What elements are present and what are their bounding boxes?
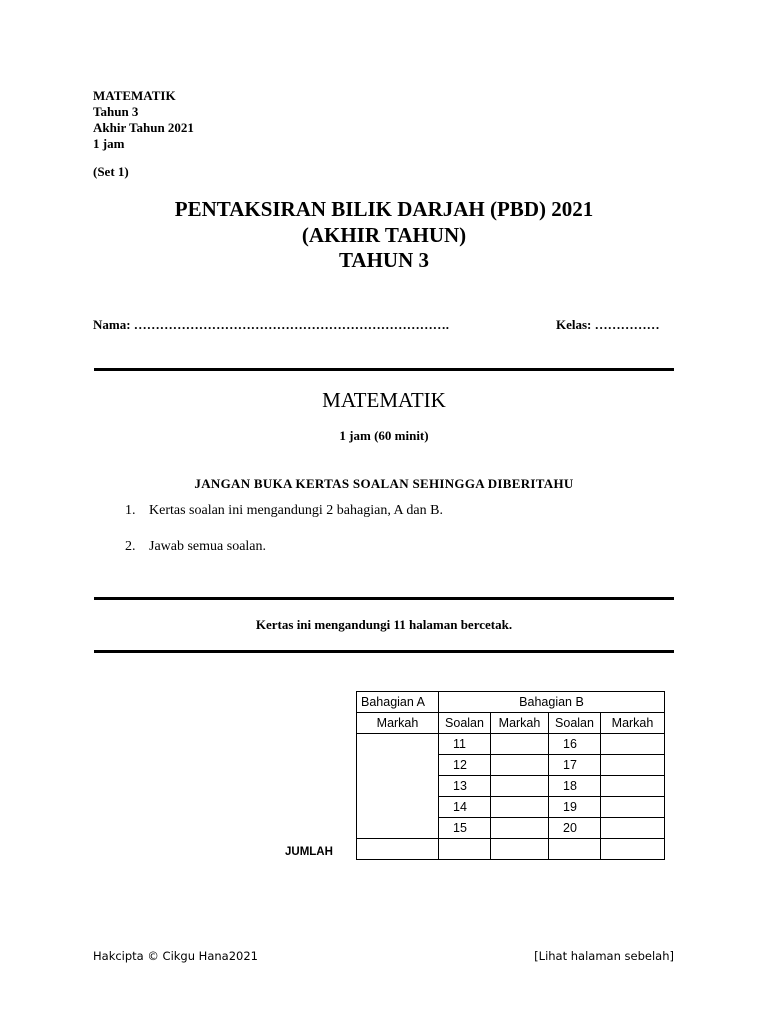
total-cell <box>491 839 549 860</box>
header-set: (Set 1) <box>93 164 129 179</box>
marks-cell <box>491 734 549 755</box>
marks-cell <box>491 818 549 839</box>
title-line-1: PENTAKSIRAN BILIK DARJAH (PBD) 2021 <box>174 197 594 221</box>
divider-bottom <box>94 650 674 653</box>
marks-cell <box>491 776 549 797</box>
pages-note: Kertas ini mengandungi 11 halaman bercetak. <box>255 617 513 632</box>
total-cell <box>439 839 491 860</box>
divider-top <box>94 368 674 371</box>
divider-middle <box>94 597 674 600</box>
question-number: 13 <box>439 776 491 797</box>
instruction-1 <box>125 503 443 519</box>
marks-cell <box>601 734 665 755</box>
marks-cell <box>491 797 549 818</box>
question-number: 15 <box>439 818 491 839</box>
col-header-markah-1: Markah <box>491 713 549 734</box>
instruction-number: 2. <box>125 539 136 554</box>
question-number: 20 <box>549 818 601 839</box>
header-year: Tahun 3 <box>93 104 139 119</box>
instruction-2 <box>125 539 266 555</box>
header-term: Akhir Tahun 2021 <box>93 120 194 135</box>
col-header-soalan-2: Soalan <box>549 713 601 734</box>
main-duration: 1 jam (60 minit) <box>339 428 429 443</box>
col-header-soalan-1: Soalan <box>439 713 491 734</box>
question-number: 12 <box>439 755 491 776</box>
instruction-number: 1. <box>125 503 136 518</box>
instruction-text: Kertas soalan ini mengandungi 2 bahagian, A dan B. <box>149 503 443 518</box>
marks-cell <box>601 776 665 797</box>
footer-next-page: [Lihat halaman sebelah] <box>534 949 674 963</box>
question-number: 18 <box>549 776 601 797</box>
name-field: Nama: ………………………………………………………………. <box>93 317 450 332</box>
col-header-markah-2: Markah <box>601 713 665 734</box>
main-subject: MATEMATIK <box>322 388 446 412</box>
marks-cell <box>601 755 665 776</box>
question-number: 17 <box>549 755 601 776</box>
section-a-marks-cell <box>357 734 439 839</box>
instruction-text: Jawab semua soalan. <box>149 539 267 554</box>
col-header-markah-a: Markah <box>357 713 439 734</box>
class-field: Kelas: …………… <box>556 317 660 332</box>
table-row <box>357 734 665 755</box>
total-cell <box>549 839 601 860</box>
title-line-3: TAHUN 3 <box>338 248 430 272</box>
footer-copyright: Hakcipta © Cikgu Hana2021 <box>93 949 258 963</box>
marks-cell <box>491 755 549 776</box>
marks-cell <box>601 818 665 839</box>
header-duration: 1 jam <box>93 136 125 151</box>
section-b-header: Bahagian B <box>439 692 665 713</box>
question-number: 11 <box>439 734 491 755</box>
total-cell <box>601 839 665 860</box>
question-number: 14 <box>439 797 491 818</box>
marks-cell <box>601 797 665 818</box>
total-label: JUMLAH <box>285 846 333 858</box>
total-row <box>357 839 665 860</box>
question-number: 19 <box>549 797 601 818</box>
title-line-2: (AKHIR TAHUN) <box>301 223 467 247</box>
section-a-header: Bahagian A <box>357 692 439 713</box>
marks-table <box>356 691 665 860</box>
warning-text: JANGAN BUKA KERTAS SOALAN SEHINGGA DIBERITAHU <box>194 476 574 491</box>
header-subject: MATEMATIK <box>93 88 176 103</box>
question-number: 16 <box>549 734 601 755</box>
total-cell <box>357 839 439 860</box>
header-info <box>93 88 194 152</box>
